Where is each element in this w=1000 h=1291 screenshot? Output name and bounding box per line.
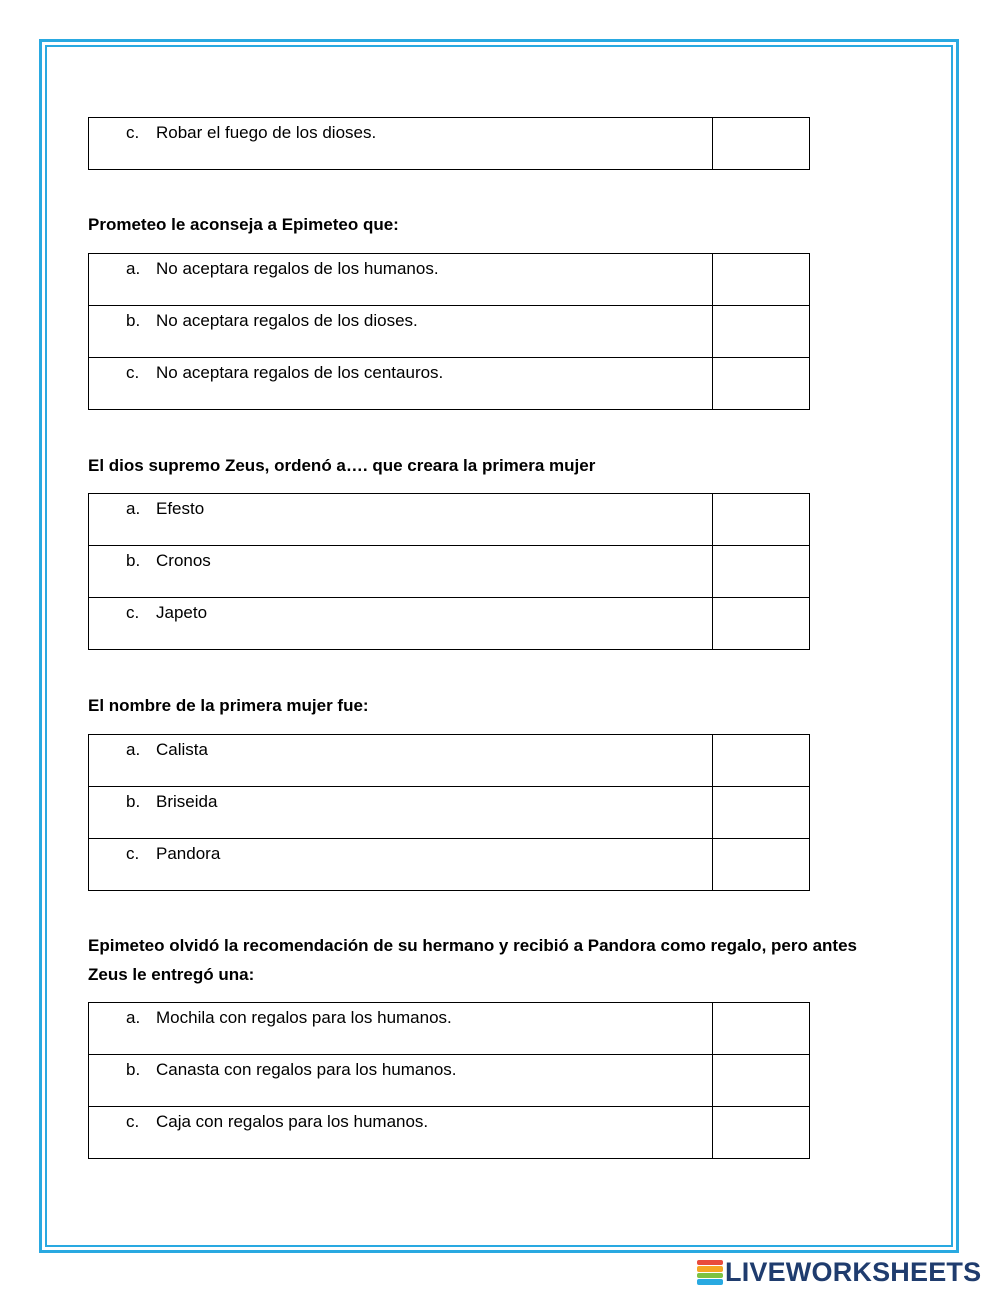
liveworksheets-logo bbox=[697, 1256, 981, 1288]
option-row bbox=[89, 306, 810, 358]
question-5: Epimeteo olvidó la recomendación de su hermano y recibió a Pandora como regalo, pero antes Zeus le entregó una: bbox=[88, 936, 857, 984]
answer-box[interactable] bbox=[713, 1003, 810, 1055]
option-text: Pandora bbox=[156, 844, 221, 863]
option-letter: b. bbox=[126, 551, 141, 570]
option-text: Mochila con regalos para los humanos. bbox=[156, 1008, 452, 1027]
option-row bbox=[89, 254, 810, 306]
answer-box[interactable] bbox=[713, 118, 810, 170]
option-row bbox=[89, 735, 810, 787]
options-table-1 bbox=[88, 117, 810, 170]
options-table-4 bbox=[88, 734, 810, 891]
option-text: Calista bbox=[156, 740, 208, 759]
option-letter: b. bbox=[126, 792, 141, 811]
option-text: Caja con regalos para los humanos. bbox=[156, 1112, 429, 1131]
option-row bbox=[89, 546, 810, 598]
option-letter: a. bbox=[126, 740, 141, 759]
answer-box[interactable] bbox=[713, 546, 810, 598]
option-letter: c. bbox=[126, 363, 140, 382]
option-letter: c. bbox=[126, 844, 140, 863]
options-table-3 bbox=[88, 493, 810, 650]
logo-text: LIVEWORKSHEETS bbox=[725, 1256, 982, 1287]
option-row bbox=[89, 118, 810, 170]
logo-bar-3 bbox=[697, 1273, 723, 1279]
answer-box[interactable] bbox=[713, 1107, 810, 1159]
option-text: No aceptara regalos de los centauros. bbox=[156, 363, 444, 382]
option-text: Japeto bbox=[156, 603, 208, 622]
option-row bbox=[89, 1055, 810, 1107]
options-table-5 bbox=[88, 1002, 810, 1159]
logo-bar-4 bbox=[697, 1279, 723, 1285]
option-row bbox=[89, 1003, 810, 1055]
logo-bar-2 bbox=[697, 1266, 723, 1272]
logo-bar-1 bbox=[697, 1260, 723, 1266]
option-text: Cronos bbox=[156, 551, 211, 570]
logo-icon bbox=[697, 1259, 723, 1285]
option-row bbox=[89, 598, 810, 650]
option-letter: c. bbox=[126, 123, 140, 142]
option-text: Efesto bbox=[156, 499, 205, 518]
option-letter: c. bbox=[126, 1112, 140, 1131]
answer-box[interactable] bbox=[713, 358, 810, 410]
answer-box[interactable] bbox=[713, 494, 810, 546]
option-row bbox=[89, 1107, 810, 1159]
option-row bbox=[89, 494, 810, 546]
option-letter: b. bbox=[126, 1060, 141, 1079]
answer-box[interactable] bbox=[713, 735, 810, 787]
answer-box[interactable] bbox=[713, 598, 810, 650]
question-3: El dios supremo Zeus, ordenó a…. que creara la primera mujer bbox=[88, 456, 596, 475]
option-row bbox=[89, 839, 810, 891]
answer-box[interactable] bbox=[713, 306, 810, 358]
option-letter: a. bbox=[126, 499, 141, 518]
option-letter: c. bbox=[126, 603, 140, 622]
option-text: Robar el fuego de los dioses. bbox=[156, 123, 377, 142]
option-text: No aceptara regalos de los dioses. bbox=[156, 311, 418, 330]
option-letter: a. bbox=[126, 259, 141, 278]
answer-box[interactable] bbox=[713, 1055, 810, 1107]
options-table-2 bbox=[88, 253, 810, 410]
question-4: El nombre de la primera mujer fue: bbox=[88, 696, 369, 715]
answer-box[interactable] bbox=[713, 787, 810, 839]
question-2: Prometeo le aconseja a Epimeteo que: bbox=[88, 215, 399, 234]
option-text: Briseida bbox=[156, 792, 218, 811]
option-letter: a. bbox=[126, 1008, 141, 1027]
answer-box[interactable] bbox=[713, 839, 810, 891]
option-row bbox=[89, 358, 810, 410]
option-text: Canasta con regalos para los humanos. bbox=[156, 1060, 457, 1079]
option-letter: b. bbox=[126, 311, 141, 330]
option-text: No aceptara regalos de los humanos. bbox=[156, 259, 439, 278]
option-row bbox=[89, 787, 810, 839]
answer-box[interactable] bbox=[713, 254, 810, 306]
